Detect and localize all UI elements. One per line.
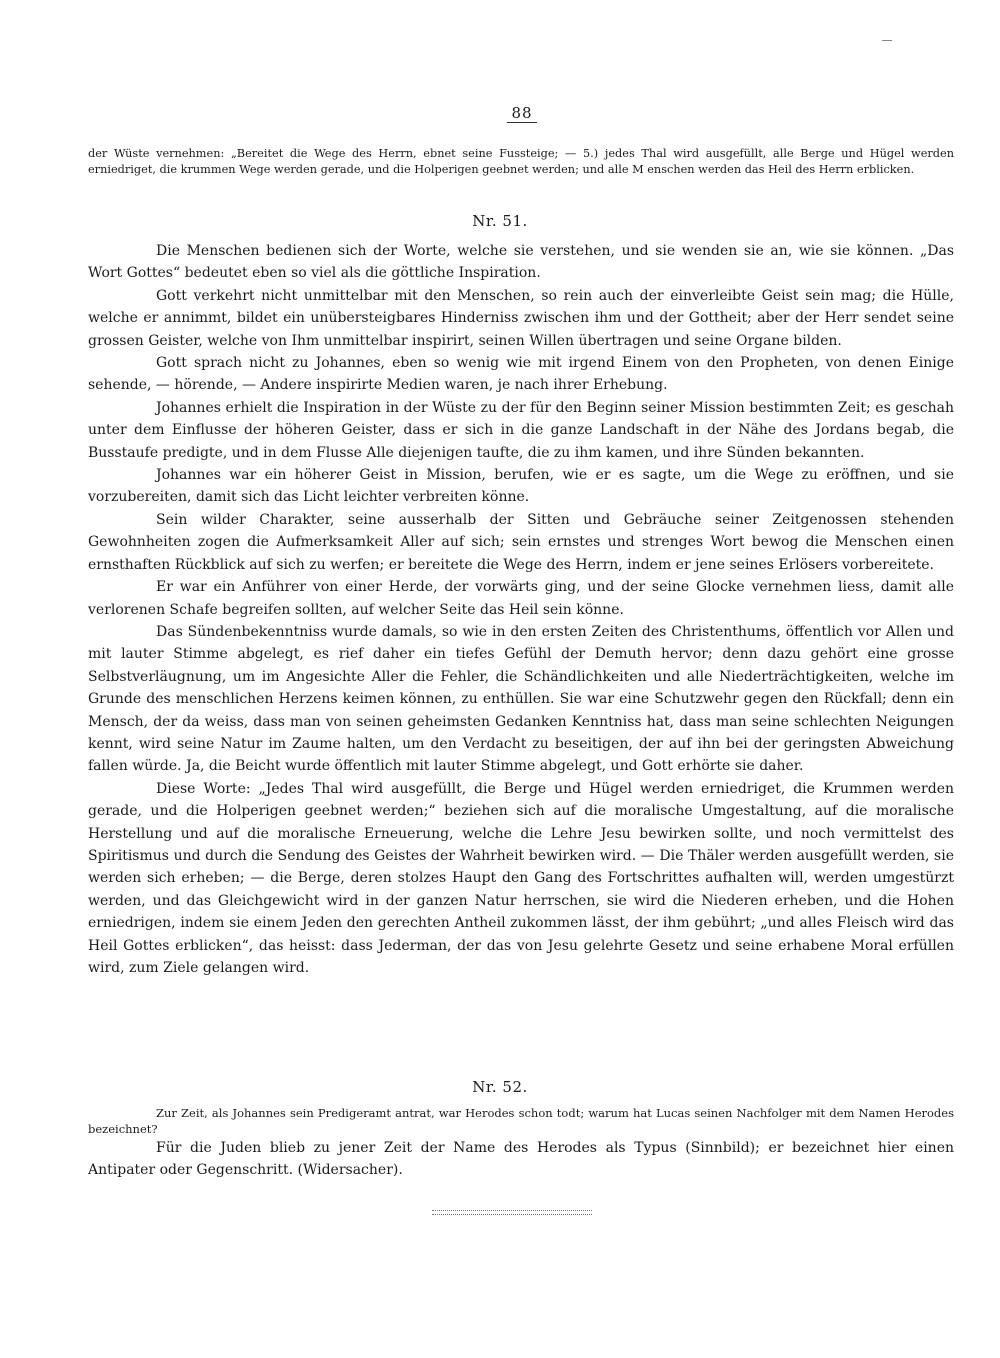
paragraph: Johannes erhielt die Inspiration in der Wüste zu der für den Beginn seiner Mission bestimmten Zeit; es geschah unter dem Einflusse der höheren Geister, dass er sich in die ganze Landschaft in der Nähe des Jordans begab, die Busstaufe predigte, und in dem Flusse Alle diejenigen taufte, die zu ihm kamen, und ihre Sünden bekannten. <box>88 399 954 461</box>
answer-paragraph: Für die Juden blieb zu jener Zeit der Name des Herodes als Typus (Sinnbild); er bezeichnet hier einen Antipater oder Gegenschritt. (Widersacher). <box>88 1140 954 1178</box>
section-52-heading: Nr. 52. <box>472 1078 528 1096</box>
section-51-body <box>88 240 954 979</box>
end-ornament <box>432 1210 592 1215</box>
paragraph: Johannes war ein höherer Geist in Mission, berufen, wie er es sagte, um die Wege zu eröffnen, und sie vorzubereiten, damit sich das Licht leichter verbreiten könne. <box>88 467 954 506</box>
paragraph: Gott sprach nicht zu Johannes, eben so wenig wie mit irgend Einem von den Propheten, von denen Einige sehende, — hörende, — Andere inspirirte Medien waren, je nach ihrer Erhebung. <box>88 355 954 394</box>
paragraph: Sein wilder Charakter, seine ausserhalb der Sitten und Gebräuche seiner Zeitgenossen stehenden Gewohnheiten zogen die Aufmerksamkeit Aller auf sich; sein ernstes und strenges Wort bewog die Menschen einen ernsthaften Rückblick auf sich zu werfen; er bereitete die Wege des Herrn, indem er jene seines Erlösers vorbereitete. <box>88 511 954 573</box>
paragraph: Das Sündenbekenntniss wurde damals, so wie in den ersten Zeiten des Christenthums, öffentlich vor Allen und mit lauter Stimme abgelegt, es rief daher ein tiefes Gefühl der Demuth hervor; denn dazu gehört eine grosse Selbstverläugnung, um im Angesichte Aller die Fehler, die Schändlichkeiten und alle Niederträchtigkeiten, welche im Grunde des menschlichen Herzens keimen können, zu enthüllen. Sie war eine Schutzwehr gegen den Rückfall; denn ein Mensch, der da weiss, dass man von seinen geheimsten Gedanken Kenntniss hat, dass man seine schlechten Neigungen kennt, wird seine Natur im Zaume halten, um den Verdacht zu beseitigen, der auf ihn bei der geringsten Abweichung fallen würde. Ja, die Beicht wurde öffentlich mit lauter Stimme abgelegt, und Gott erhörte sie daher. <box>88 623 954 775</box>
scan-mark <box>882 40 892 41</box>
question-paragraph: Zur Zeit, als Johannes sein Predigeramt antrat, war Herodes schon todt; warum hat Lucas seinen Nachfolger mit dem Namen Herodes bezeichnet? <box>88 1106 954 1136</box>
page-number-text: 88 <box>507 104 536 123</box>
paragraph: Gott verkehrt nicht unmittelbar mit den Menschen, so rein auch der einverleibte Geist sein mag; die Hülle, welche er annimmt, bildet ein unübersteigbares Hinderniss zwischen ihm und der Gottheit; aber der Herr sendet seine grossen Geister, welche von Ihm unmittelbar inspirirt, seinen Willen übertragen und seine Organe bilden. <box>88 287 954 349</box>
paragraph: Die Menschen bedienen sich der Worte, welche sie verstehen, und sie wenden sie an, wie sie können. „Das Wort Gottes“ bedeutet eben so viel als die göttliche Inspiration. <box>88 243 954 282</box>
paragraph: Diese Worte: „Jedes Thal wird ausgefüllt, die Berge und Hügel werden erniedriget, die Krummen werden gerade, und die Holperigen geebnet werden;“ beziehen sich auf die moralische Umgestaltung, auf die moralische Herstellung und auf die moralische Erneuerung, welche die Lehre Jesu bewirken sollte, und noch vermittelst des Spiritismus und durch die Sendung des Geistes der Wahrheit bewirken wird. — Die Thäler werden ausgefüllt werden, sie werden sich erheben; — die Berge, deren stolzes Haupt den Gang des Fortschrittes aufhalten will, werden umgestürzt werden, und das Gleichgewicht wird in der ganzen Natur herrschen, sie wird die Niederen erheben, und die Hohen erniedrigen, indem sie einem Jeden den gerechten Antheil zukommen lässt, der ihm gebührt; „und alles Fleisch wird das Heil Gottes erblicken“, das heisst: dass Jederman, der das von Jesu gelehrte Gesetz und seine erhabene Moral erfüllen wird, zum Ziele gelangen wird. <box>88 780 954 976</box>
page-number <box>482 104 562 122</box>
section-52-body <box>88 1106 954 1181</box>
section-51-heading: Nr. 51. <box>472 212 528 230</box>
intro-paragraph: der Wüste vernehmen: „Bereitet die Wege des Herrn, ebnet seine Fussteige; — 5.) jedes Thal wird ausgefüllt, alle Berge und Hügel werden erniedriget, die krummen Wege werden gerade, und die Holperigen geebnet werden; und alle M enschen werden das Heil des Herrn erblicken. <box>88 147 954 176</box>
paragraph: Er war ein Anführer von einer Herde, der vorwärts ging, und der seine Glocke vernehmen liess, damit alle verlorenen Schafe begreifen sollten, auf welcher Seite das Heil sein könne. <box>88 579 954 618</box>
